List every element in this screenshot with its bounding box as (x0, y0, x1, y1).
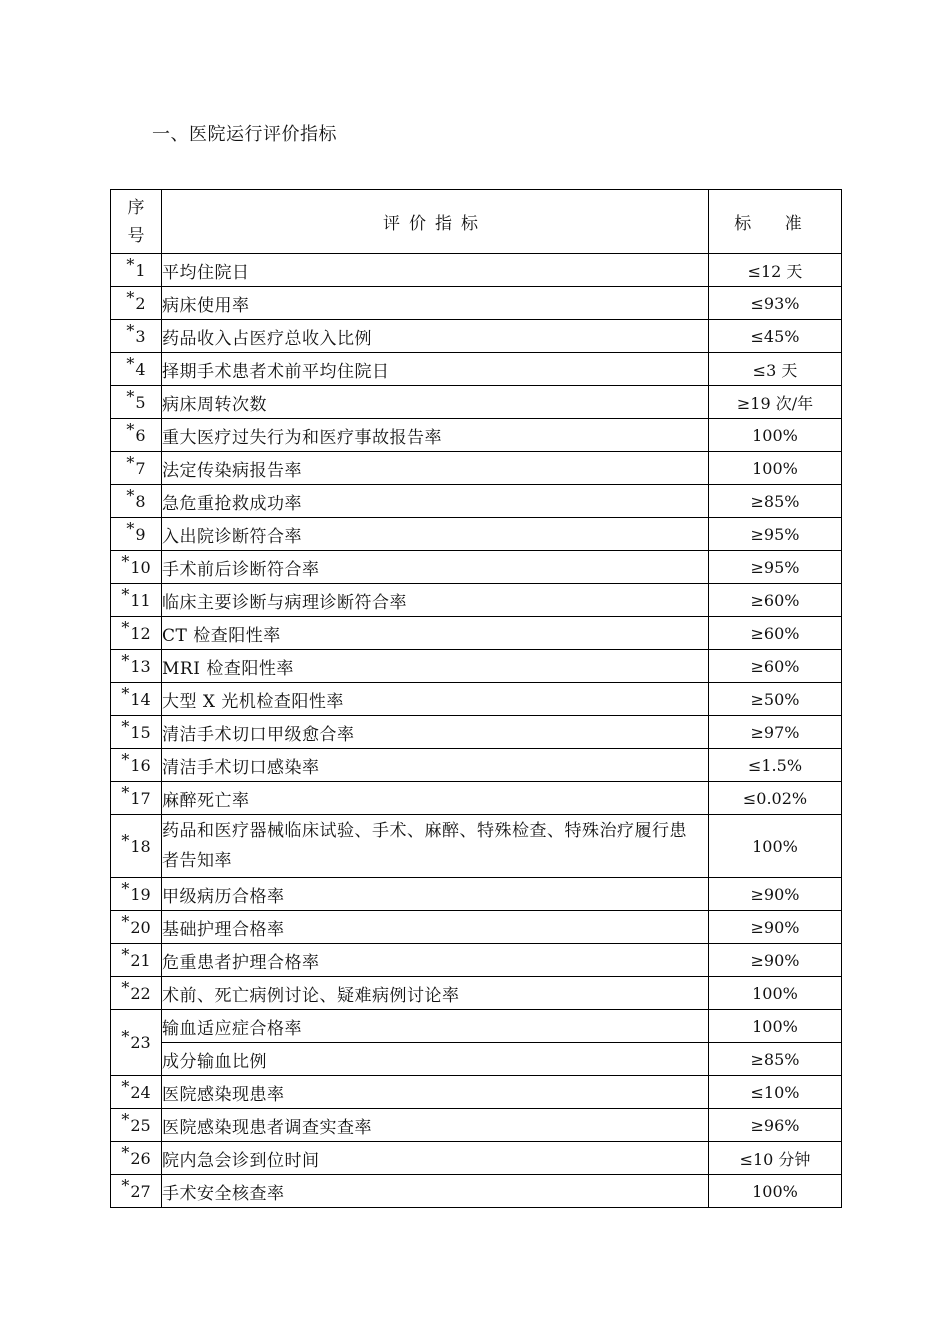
indicator-sub-name: 成分输血比例 (162, 1043, 709, 1076)
standard-value: ≥60% (709, 650, 842, 683)
row-number-value: 4 (135, 359, 146, 379)
row-number (111, 551, 162, 584)
row-number-value: 24 (130, 1082, 151, 1102)
table-row (111, 419, 842, 452)
indicator-name: 甲级病历合格率 (162, 878, 709, 911)
table-sub-row (111, 1043, 842, 1076)
row-number-value: 25 (130, 1115, 151, 1135)
row-number-value: 18 (130, 836, 151, 856)
row-number-value: 20 (130, 917, 151, 937)
row-number (111, 815, 162, 878)
row-number-value: 9 (135, 524, 146, 544)
standard-value: ≥19 次/年 (709, 386, 842, 419)
star-mark: * (126, 254, 135, 274)
row-number-value: 22 (130, 983, 151, 1003)
row-number-value: 15 (130, 722, 151, 742)
standard-value: ≥97% (709, 716, 842, 749)
star-mark: * (126, 386, 135, 406)
row-number (111, 977, 162, 1010)
star-mark: * (121, 1175, 130, 1195)
star-mark: * (121, 584, 130, 604)
indicator-name: 药品收入占医疗总收入比例 (162, 320, 709, 353)
header-number (111, 190, 162, 254)
table-header-row (111, 190, 842, 254)
star-mark: * (126, 452, 135, 472)
row-number (111, 1109, 162, 1142)
row-number-value: 8 (135, 491, 146, 511)
row-number (111, 1142, 162, 1175)
row-number (111, 749, 162, 782)
table-row (111, 1076, 842, 1109)
table-row (111, 650, 842, 683)
indicator-name: 药品和医疗器械临床试验、手术、麻醉、特殊检查、特殊治疗履行患者告知率 (162, 815, 709, 878)
star-mark: * (121, 617, 130, 637)
table-row (111, 716, 842, 749)
standard-value: 100% (709, 452, 842, 485)
standard-value: 100% (709, 1010, 842, 1043)
row-number (111, 782, 162, 815)
star-mark: * (126, 419, 135, 439)
row-number (111, 911, 162, 944)
table-row (111, 353, 842, 386)
indicator-name: 医院感染现患者调查实查率 (162, 1109, 709, 1142)
table-row (111, 584, 842, 617)
indicator-name: 清洁手术切口甲级愈合率 (162, 716, 709, 749)
standard-value: ≥90% (709, 878, 842, 911)
indicator-name: 入出院诊断符合率 (162, 518, 709, 551)
indicator-name: 择期手术患者术前平均住院日 (162, 353, 709, 386)
header-standard (709, 190, 842, 254)
indicator-name: 平均住院日 (162, 254, 709, 287)
table-row (111, 617, 842, 650)
indicator-name: CT 检查阳性率 (162, 617, 709, 650)
star-mark: * (126, 518, 135, 538)
standard-value: ≥60% (709, 584, 842, 617)
table-row (111, 386, 842, 419)
row-number (111, 287, 162, 320)
row-number (111, 716, 162, 749)
row-number-value: 10 (130, 557, 151, 577)
standard-value: 100% (709, 1175, 842, 1208)
row-number (111, 944, 162, 977)
row-number-value: 6 (135, 425, 146, 445)
row-number (111, 518, 162, 551)
table-row (111, 815, 842, 878)
standard-value: ≤1.5% (709, 749, 842, 782)
standard-value: ≥95% (709, 551, 842, 584)
indicator-name: 重大医疗过失行为和医疗事故报告率 (162, 419, 709, 452)
star-mark: * (121, 830, 130, 850)
header-number-line2: 号 (127, 225, 145, 246)
star-mark: * (121, 944, 130, 964)
indicator-name: 院内急会诊到位时间 (162, 1142, 709, 1175)
table-row (111, 683, 842, 716)
star-mark: * (126, 287, 135, 307)
standard-value: 100% (709, 815, 842, 878)
table-row (111, 452, 842, 485)
row-number (111, 452, 162, 485)
standard-value: ≥90% (709, 944, 842, 977)
row-number-value: 13 (130, 656, 151, 676)
indicator-name: 术前、死亡病例讨论、疑难病例讨论率 (162, 977, 709, 1010)
table-row (111, 320, 842, 353)
indicator-name: 输血适应症合格率 (162, 1010, 709, 1043)
star-mark: * (121, 650, 130, 670)
row-number-value: 26 (130, 1148, 151, 1168)
indicator-table (110, 189, 842, 1208)
standard-value: ≤93% (709, 287, 842, 320)
standard-value: ≤45% (709, 320, 842, 353)
row-number-value: 3 (135, 326, 146, 346)
table-row (111, 1109, 842, 1142)
row-number (111, 485, 162, 518)
star-mark: * (121, 977, 130, 997)
star-mark: * (126, 353, 135, 373)
star-mark: * (121, 1142, 130, 1162)
row-number-value: 1 (135, 260, 146, 280)
row-number-value: 16 (130, 755, 151, 775)
table-row (111, 1175, 842, 1208)
table-row (111, 878, 842, 911)
table-row (111, 1010, 842, 1043)
indicator-name: 病床周转次数 (162, 386, 709, 419)
indicator-name: 医院感染现患率 (162, 1076, 709, 1109)
star-mark: * (121, 1076, 130, 1096)
indicator-name: 基础护理合格率 (162, 911, 709, 944)
star-mark: * (126, 320, 135, 340)
row-number-value: 19 (130, 884, 151, 904)
row-number (111, 254, 162, 287)
table-row (111, 551, 842, 584)
table-row (111, 1142, 842, 1175)
standard-value: ≤10% (709, 1076, 842, 1109)
indicator-name: 手术安全核查率 (162, 1175, 709, 1208)
row-number (111, 584, 162, 617)
row-number (111, 386, 162, 419)
row-number-value: 7 (135, 458, 146, 478)
standard-value: ≥96% (709, 1109, 842, 1142)
row-number-value: 23 (130, 1033, 151, 1052)
header-standard-label: 标 准 (734, 214, 816, 234)
star-mark: * (121, 878, 130, 898)
star-mark: * (121, 749, 130, 769)
table-row (111, 518, 842, 551)
standard-value: 100% (709, 419, 842, 452)
row-number-value: 5 (135, 392, 146, 412)
indicator-name: 手术前后诊断符合率 (162, 551, 709, 584)
indicator-name: MRI 检查阳性率 (162, 650, 709, 683)
star-mark: * (121, 911, 130, 931)
row-number (111, 1010, 162, 1076)
row-number-value: 12 (130, 623, 151, 643)
table-row (111, 749, 842, 782)
table-row (111, 977, 842, 1010)
header-indicator (162, 190, 709, 254)
row-number (111, 320, 162, 353)
star-mark: * (121, 551, 130, 571)
standard-value: ≤10 分钟 (709, 1142, 842, 1175)
row-number-value: 27 (130, 1181, 151, 1201)
star-mark: * (121, 683, 130, 703)
star-mark: * (121, 716, 130, 736)
table-body (111, 254, 842, 1208)
standard-value: ≤12 天 (709, 254, 842, 287)
standard-value: ≥50% (709, 683, 842, 716)
row-number (111, 1175, 162, 1208)
row-number (111, 617, 162, 650)
indicator-name: 急危重抢救成功率 (162, 485, 709, 518)
row-number-value: 17 (130, 788, 151, 808)
table-row (111, 944, 842, 977)
star-mark: * (121, 1027, 130, 1046)
table-row (111, 287, 842, 320)
table-row (111, 485, 842, 518)
table-row (111, 782, 842, 815)
header-indicator-label: 评价指标 (383, 214, 487, 234)
standard-value: ≥60% (709, 617, 842, 650)
standard-value: ≥95% (709, 518, 842, 551)
row-number-value: 2 (135, 293, 146, 313)
standard-value: ≤3 天 (709, 353, 842, 386)
indicator-name: 大型 X 光机检查阳性率 (162, 683, 709, 716)
standard-value: ≥90% (709, 911, 842, 944)
indicator-name: 麻醉死亡率 (162, 782, 709, 815)
row-number (111, 650, 162, 683)
row-number (111, 683, 162, 716)
indicator-name: 法定传染病报告率 (162, 452, 709, 485)
row-number (111, 1076, 162, 1109)
table-row (111, 254, 842, 287)
table-row (111, 911, 842, 944)
star-mark: * (121, 1109, 130, 1129)
row-number-value: 14 (130, 689, 151, 709)
row-number (111, 878, 162, 911)
indicator-name: 临床主要诊断与病理诊断符合率 (162, 584, 709, 617)
standard-sub-value: ≥85% (709, 1043, 842, 1076)
section-title: 一、医院运行评价指标 (152, 124, 337, 145)
row-number (111, 353, 162, 386)
row-number (111, 419, 162, 452)
standard-value: 100% (709, 977, 842, 1010)
standard-value: ≤0.02% (709, 782, 842, 815)
indicator-name: 清洁手术切口感染率 (162, 749, 709, 782)
star-mark: * (126, 485, 135, 505)
row-number-value: 21 (130, 950, 151, 970)
indicator-name: 危重患者护理合格率 (162, 944, 709, 977)
standard-value: ≥85% (709, 485, 842, 518)
row-number-value: 11 (130, 590, 151, 610)
star-mark: * (121, 782, 130, 802)
indicator-name: 病床使用率 (162, 287, 709, 320)
header-number-line1: 序 (127, 197, 145, 218)
